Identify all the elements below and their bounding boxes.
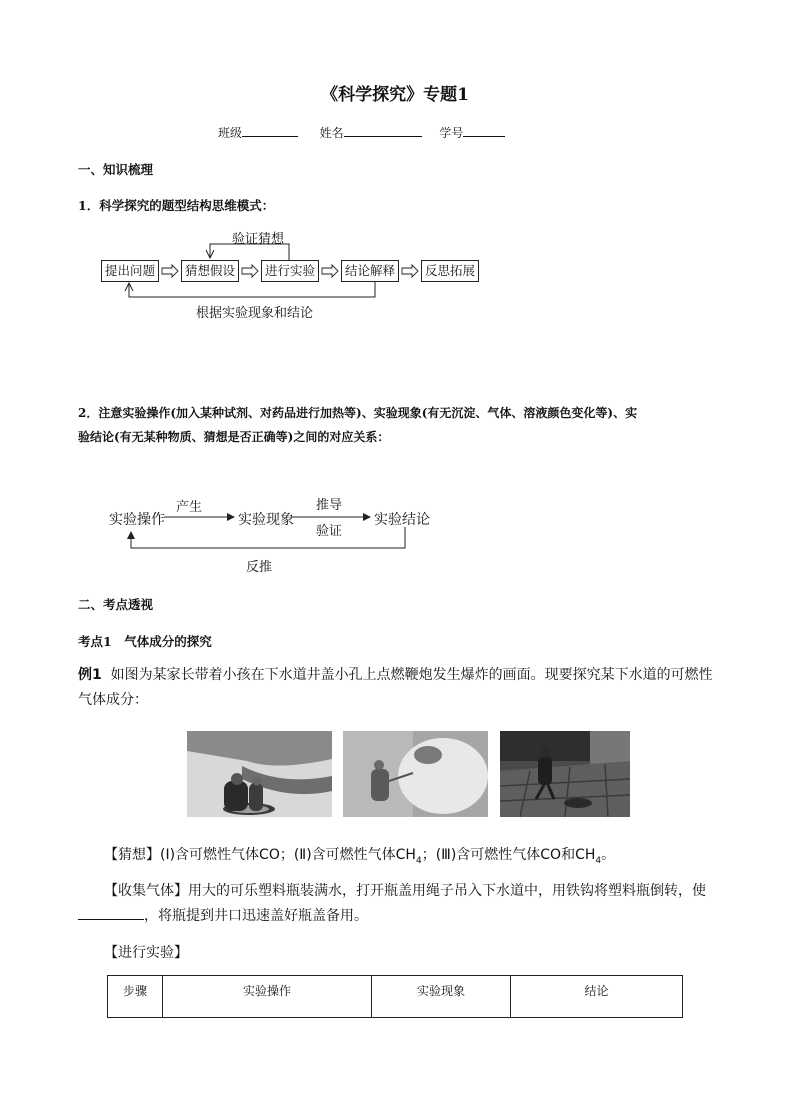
collect-text2: ，将瓶提到井口迅速盖好瓶盖备用。 [144,908,368,924]
section2-heading: 二、考点透视 [78,597,154,612]
example1-line1 [78,664,713,684]
flow2-node-conclusion: 实验结论 [374,512,430,528]
guess-line [104,844,615,866]
photo-3-image [500,731,630,817]
collect-tag: 【收集气体】 [104,883,188,899]
flow-diagram-1-arrows [0,0,790,340]
flow2-label-reverse: 反推 [246,560,273,575]
guess-sub2: 4 [595,855,602,866]
collect-line1 [104,880,706,900]
collect-text1: 用大的可乐塑料瓶装满水，打开瓶盖用绳子吊入下水道中，用铁钩将塑料瓶倒转，使 [188,883,706,899]
flow2-label-verify: 验证 [316,524,343,539]
experiment-table [107,975,683,1018]
flow-arrows-main [162,265,418,277]
guess-sub1: 4 [415,855,422,866]
example1-text: 如图为某家长带着小孩在下水道井盖小孔上点燃鞭炮发生爆炸的画面。现要探究某下水道的可燃性 [110,667,713,683]
guess-part2: ；(Ⅲ)含可燃性气体CO和CH [421,847,596,863]
guess-part3: 。 [601,847,616,863]
experiment-tag: 【进行实验】 [104,945,188,961]
flow-box-experiment: 进行实验 [261,260,319,282]
flow-diagram-2-arrows [0,480,790,560]
flow1-bottom-label: 根据实验现象和结论 [196,306,314,321]
item2-line2: 验结论(有无某种物质、猜想是否正确等)之间的对应关系： [78,430,390,444]
example1-line2: 气体成分： [78,692,148,708]
example1-label: 例1 [78,667,102,683]
header-phenomenon: 实验现象 [372,976,511,1018]
table-header-row [108,976,683,1018]
photo-1 [187,731,332,817]
flow-box-conclusion: 结论解释 [341,260,399,282]
page-title: 《科学探究》专题1 [321,85,469,105]
flow-box-question: 提出问题 [101,260,159,282]
header-step: 步骤 [108,976,163,1018]
header-conclusion: 结论 [511,976,683,1018]
flow2-label-produce: 产生 [176,500,203,515]
flow1-top-label: 验证猜想 [232,232,285,247]
name-label: 姓名 [319,126,344,140]
collect-line2 [78,905,368,925]
item2-line1: 2．注意实验操作(加入某种试剂、对药品进行加热等)、实验现象(有无沉淀、气体、溶液颜色变化等)、实 [78,406,638,420]
flow2-label-deduce: 推导 [316,498,343,513]
guess-tag: 【猜想】 [104,847,160,863]
photo-1-image [187,731,332,817]
id-label: 学号 [439,126,464,140]
guess-part1: (Ⅰ)含可燃性气体CO；(Ⅱ)含可燃性气体CH [160,847,416,863]
header-operation: 实验操作 [163,976,372,1018]
flow-box-hypothesis: 猜想假设 [181,260,239,282]
section1-heading: 一、知识梳理 [78,162,154,177]
flow-box-reflection: 反思拓展 [421,260,479,282]
flow2-node-phenomenon: 实验现象 [238,512,294,528]
collect-blank[interactable] [78,907,144,920]
photo-2-image [343,731,488,817]
class-label: 班级 [218,126,243,140]
point1-heading: 考点1 气体成分的探究 [78,634,212,649]
photo-2 [343,731,488,817]
flow2-node-operation: 实验操作 [109,512,165,528]
item1-text: 1．科学探究的题型结构思维模式： [78,198,275,213]
photo-3 [500,731,630,817]
